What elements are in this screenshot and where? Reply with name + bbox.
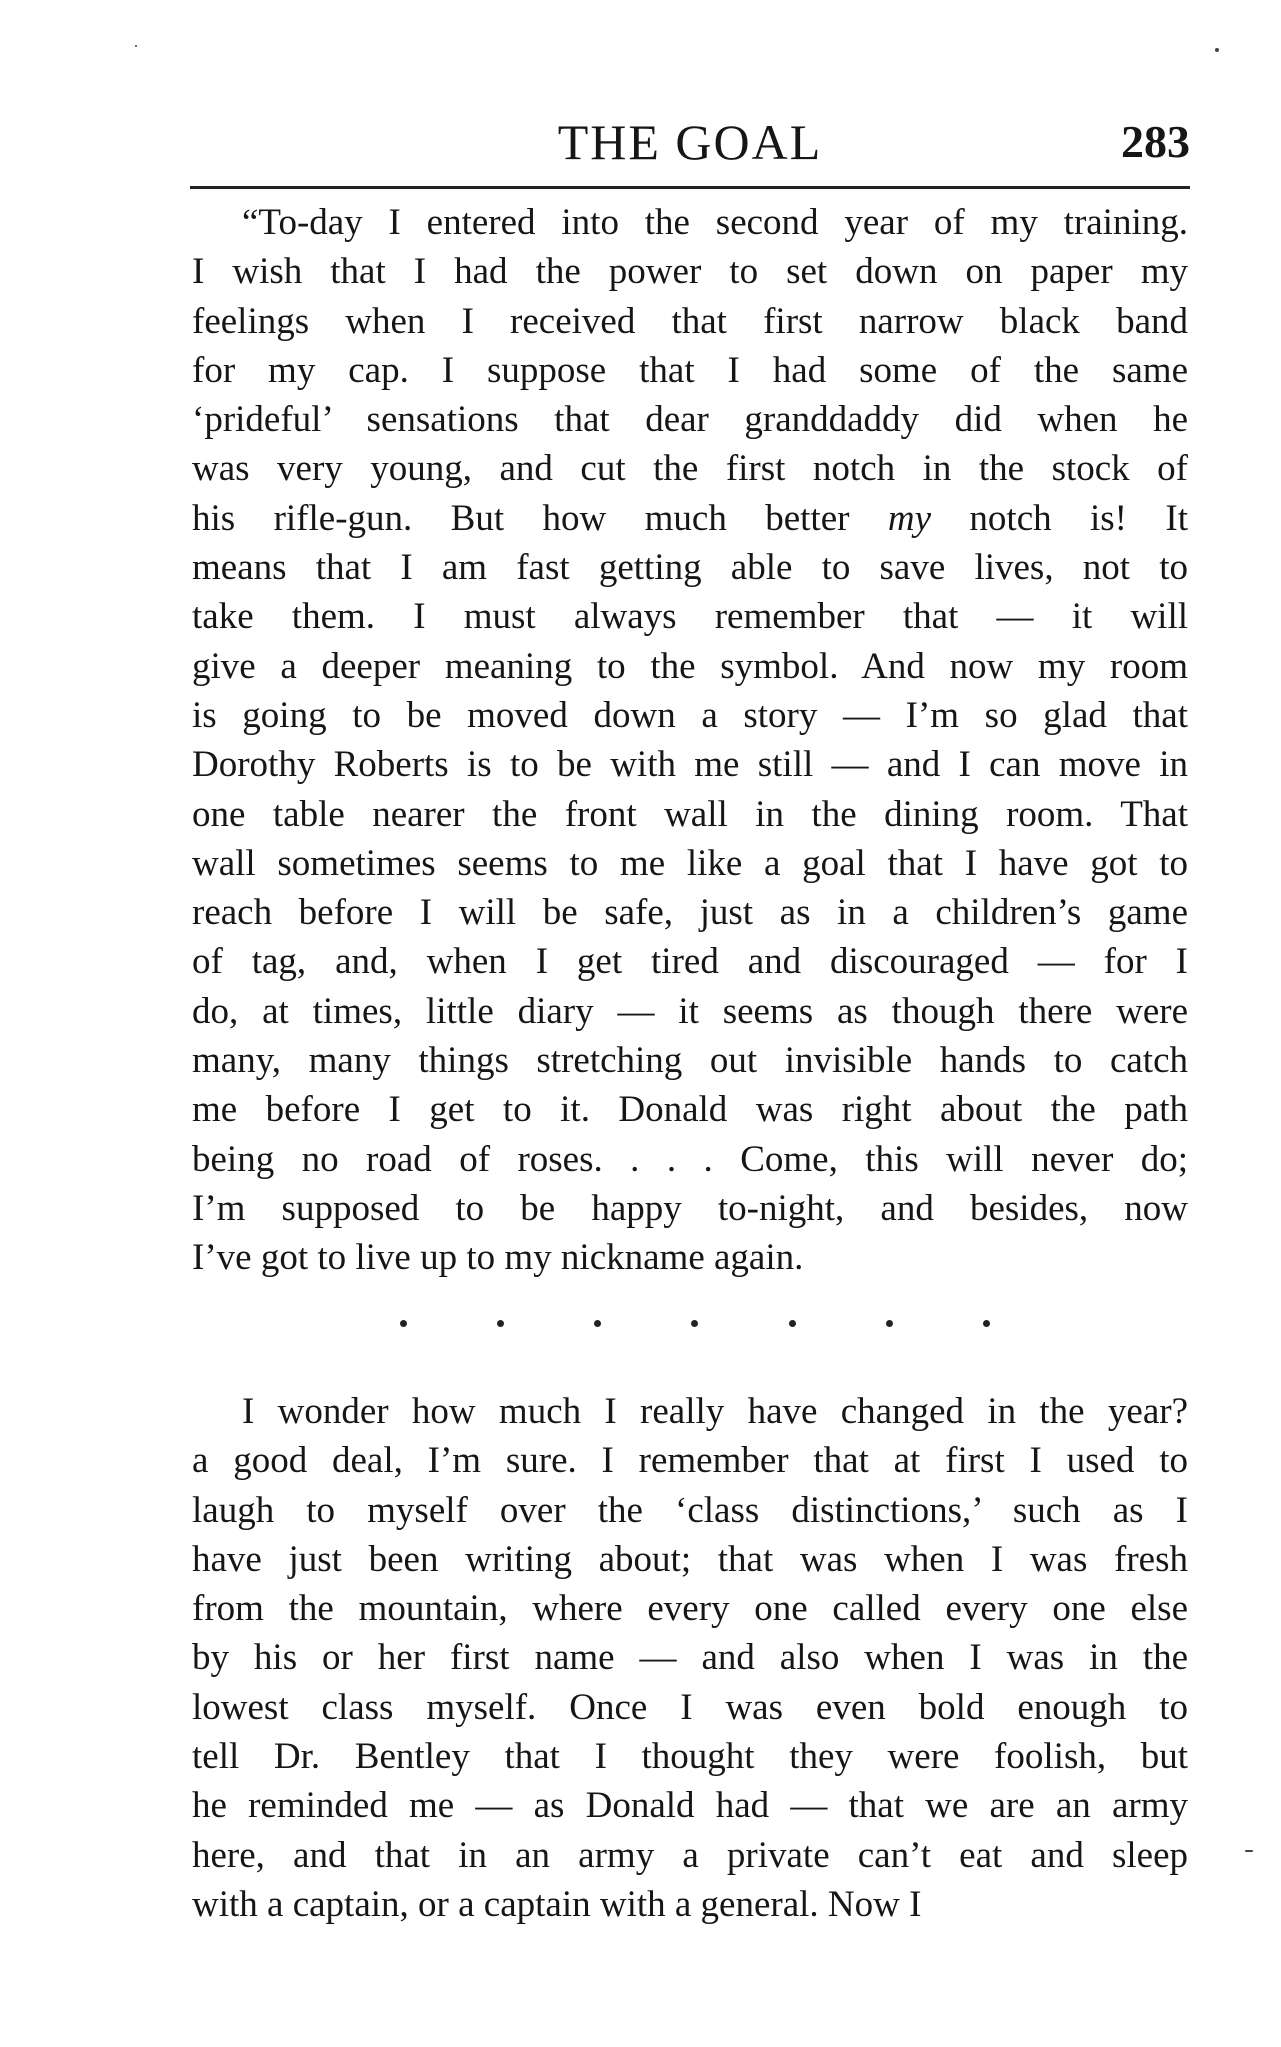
text-line: here, and that in an army a private can’t eat and sleep <box>192 1834 1188 1876</box>
diary-paragraph <box>192 198 1188 1283</box>
header-rule <box>190 186 1190 189</box>
text-line: “To-day I entered into the second year of my training. <box>242 202 1188 243</box>
text-line: me before I get to it. Donald was right about the path <box>192 1089 1188 1131</box>
text-line: for my cap. I suppose that I had some of the same <box>192 349 1188 391</box>
text-line: with a captain, or a captain with a general. Now I <box>192 1883 922 1925</box>
text-line: take them. I must always remember that — it will <box>192 596 1188 638</box>
page-speck <box>1215 48 1219 52</box>
text-line: I wonder how much I really have changed in the year? <box>242 1391 1188 1432</box>
page-header <box>190 112 1190 182</box>
text-line: Dorothy Roberts is to be with me still — and I can move in <box>192 744 1188 786</box>
text-line: from the mountain, where every one called every one else <box>192 1588 1188 1630</box>
section-break-dot <box>789 1320 796 1327</box>
text-line: by his or her first name — and also when I was in the <box>192 1637 1188 1679</box>
section-break <box>400 1318 990 1328</box>
section-break-dot <box>691 1320 698 1327</box>
text-line: he reminded me — as Donald had — that we are an army <box>192 1785 1188 1827</box>
body-paragraph <box>192 1387 1188 1929</box>
text-line: ‘prideful’ sensations that dear granddaddy did when he <box>192 399 1188 441</box>
section-break-dot <box>886 1320 893 1327</box>
text-line: wall sometimes seems to me like a goal that I have got to <box>192 842 1188 884</box>
text-line: lowest class myself. Once I was even bold enough to <box>192 1686 1188 1728</box>
running-title: THE GOAL <box>557 114 823 170</box>
text-line: do, at times, little diary — it seems as though there were <box>192 990 1188 1032</box>
text-line: I wish that I had the power to set down on paper my <box>192 251 1188 293</box>
page-speck <box>135 45 137 47</box>
text-line: being no road of roses. . . . Come, this will never do; <box>192 1138 1188 1180</box>
text-line: one table nearer the front wall in the dining room. That <box>192 793 1188 835</box>
text-line: is going to be moved down a story — I’m so glad that <box>192 694 1188 736</box>
text-line: of tag, and, when I get tired and discouraged — for I <box>192 941 1188 983</box>
text-line: a good deal, I’m sure. I remember that at first I used to <box>192 1440 1188 1482</box>
text-line: his rifle-gun. But how much better my notch is! It <box>192 497 1189 539</box>
page-number: 283 <box>1121 116 1190 167</box>
section-break-dot <box>983 1320 990 1327</box>
text-line: feelings when I received that first narrow black band <box>192 300 1188 342</box>
text-line: tell Dr. Bentley that I thought they were foolish, but <box>192 1736 1188 1778</box>
text-line: I’ve got to live up to my nickname again. <box>192 1237 804 1279</box>
section-break-dot <box>400 1320 407 1327</box>
text-line: reach before I will be safe, just as in a children’s game <box>192 892 1188 934</box>
emphasis: my <box>887 497 932 539</box>
text-line: was very young, and cut the first notch in the stock of <box>192 448 1188 490</box>
text-line: give a deeper meaning to the symbol. And now my room <box>192 645 1188 687</box>
text-line: I’m supposed to be happy to-night, and besides, now <box>192 1187 1188 1229</box>
section-break-dot <box>594 1320 601 1327</box>
text-line: many, many things stretching out invisible hands to catch <box>192 1040 1188 1082</box>
text-line: laugh to myself over the ‘class distinctions,’ such as I <box>192 1489 1188 1531</box>
page-speck <box>1245 1850 1253 1852</box>
text-line: have just been writing about; that was when I was fresh <box>192 1538 1188 1580</box>
section-break-dot <box>497 1320 504 1327</box>
text-line: means that I am fast getting able to save lives, not to <box>192 547 1188 589</box>
